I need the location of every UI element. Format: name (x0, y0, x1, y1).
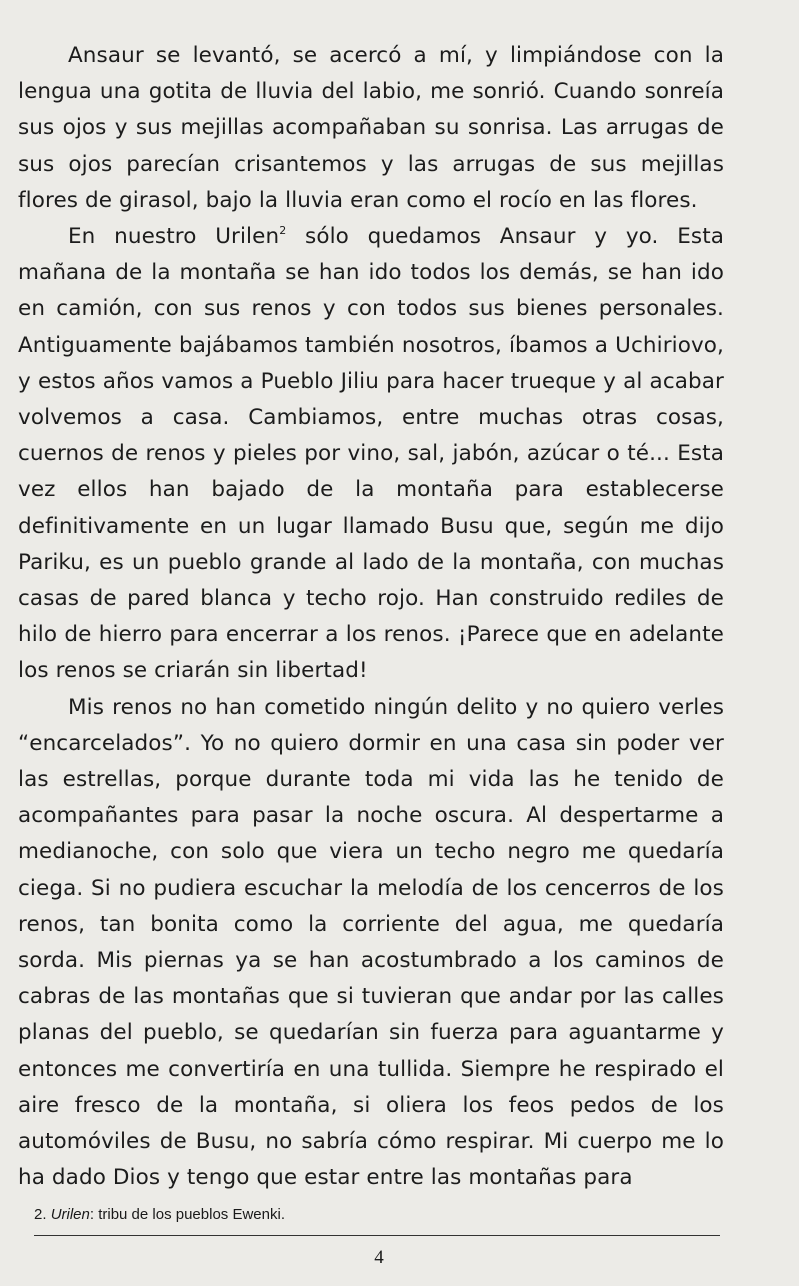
page-number: 4 (374, 1247, 384, 1268)
page-body (18, 38, 724, 1197)
footnote-number: 2. (34, 1206, 47, 1223)
footnote-reference: 2 (279, 224, 287, 238)
paragraph-3: Mis renos no han cometido ningún delito y no quiero verles “encarcelados”. Yo no quiero dormir en una casa sin poder ver las estrellas, porque durante toda mi vida las he tenido de acompañantes para pasar la noche oscura. Al despertarme a medianoche, con solo que viera un techo negro me quedaría ciega. Si no pudiera escuchar la melodía de los cencerros de los renos, tan bonita como la corriente del agua, me quedaría sorda. Mis piernas ya se han acostumbrado a los caminos de cabras de las montañas que si tuvieran que andar por las calles planas del pueblo, se quedarían sin fuerza para aguantarme y entonces me convertiría en una tullida. Siempre he respirado el aire fresco de la montaña, si oliera los feos pedos de los automóviles de Busu, no sabría cómo respirar. Mi cuerpo me lo ha dado Dios y tengo que estar entre las montañas para (18, 694, 724, 1191)
footnote (34, 1206, 285, 1223)
paragraph-2-start: En nuestro Urilen (68, 224, 280, 250)
paragraph-2 (18, 219, 724, 690)
footnote-text: : tribu de los pueblos Ewenki. (89, 1206, 285, 1223)
paragraph-2-rest: sólo quedamos Ansaur y yo. Esta mañana de la montaña se han ido todos los demás, se han ido en camión, con sus renos y con todos sus bienes personales. Antiguamente bajábamos también nosotros, íbamos a Uchiriovo, y estos años vamos a Pueblo Jiliu para hacer trueque y al acabar volvemos a casa. Cambiamos, entre muchas otras cosas, cuernos de renos y pieles por vino, sal, jabón, azúcar o té... Esta vez ellos han bajado de la montaña para establecerse definitivamente en un lugar llamado Busu que, según me dijo Pariku, es un pueblo grande al lado de la montaña, con muchas casas de pared blanca y techo rojo. Han construido rediles de hilo de hierro para encerrar a los renos. ¡Parece que en adelante los renos se criarán sin libertad! (18, 224, 725, 684)
footer-divider (34, 1235, 720, 1236)
paragraph-1: Ansaur se levantó, se acercó a mí, y limpiándose con la lengua una gotita de lluvia del labio, me sonrió. Cuando sonreía sus ojos y sus mejillas acompañaban su sonrisa. Las arrugas de sus ojos parecían crisantemos y las arrugas de sus mejillas flores de girasol, bajo la lluvia eran como el rocío en las flores. (18, 43, 724, 213)
footnote-term: Urilen (50, 1206, 90, 1223)
